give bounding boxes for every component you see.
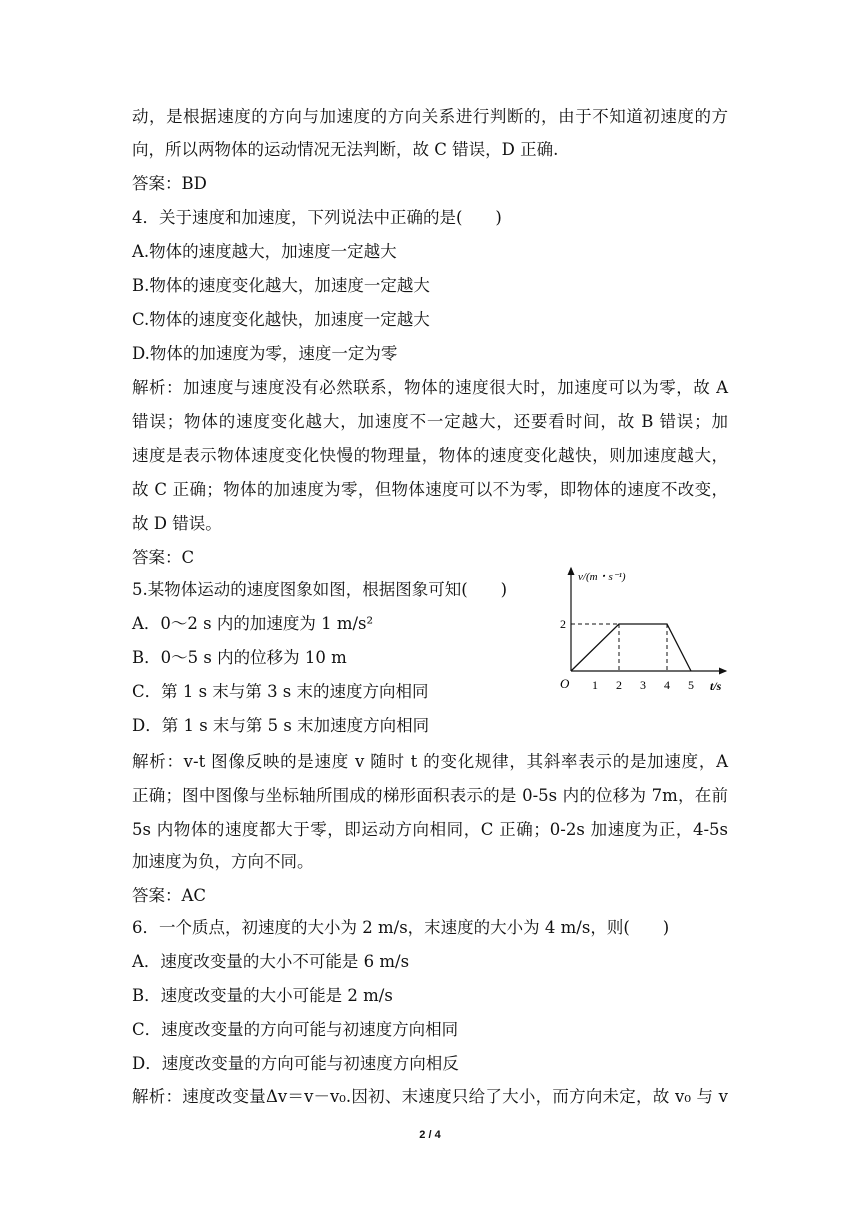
x-tick-label: 4 bbox=[664, 678, 670, 692]
text-line: 解析：加速度与速度没有必然联系，物体的速度很大时，加速度可以为零，故 A bbox=[132, 378, 728, 397]
text-line: 解析：v-t 图像反映的是速度 v 随时 t 的变化规律，其斜率表示的是加速度，A bbox=[132, 752, 728, 771]
text-line: A.物体的速度越大，加速度一定越大 bbox=[132, 242, 397, 261]
text-line: 正确；图中图像与坐标轴所围成的梯形面积表示的是 0-5s 内的位移为 7m，在前 bbox=[132, 786, 728, 805]
text-line: 答案：BD bbox=[132, 174, 207, 193]
text-line: 错误；物体的速度变化越大，加速度不一定越大，还要看时间，故 B 错误；加 bbox=[132, 412, 728, 431]
text-line: 6．一个质点，初速度的大小为 2 m/s，末速度的大小为 4 m/s，则( ) bbox=[132, 918, 670, 937]
velocity-time-graph bbox=[548, 562, 738, 694]
x-tick-label: 5 bbox=[688, 678, 694, 692]
text-line: 5s 内物体的速度都大于零，即运动方向相同，C 正确；0-2s 加速度为正，4-5s bbox=[132, 820, 728, 839]
origin-label: O bbox=[560, 676, 570, 691]
x-tick-label: 2 bbox=[616, 678, 622, 692]
x-tick-labels bbox=[592, 678, 694, 692]
y-tick-label: 2 bbox=[560, 617, 566, 631]
text-line: B.物体的速度变化越大，加速度一定越大 bbox=[132, 276, 430, 295]
text-line: 故 D 错误。 bbox=[132, 514, 222, 533]
text-line: D．第 1 s 末与第 5 s 末加速度方向相同 bbox=[132, 716, 430, 735]
text-line: D．速度改变量的方向可能与初速度方向相反 bbox=[132, 1054, 459, 1073]
text-line: B．速度改变量的大小可能是 2 m/s bbox=[132, 986, 393, 1005]
text-line: C.物体的速度变化越快，加速度一定越大 bbox=[132, 310, 430, 329]
x-tick-label: 1 bbox=[592, 678, 598, 692]
text-line: C．速度改变量的方向可能与初速度方向相同 bbox=[132, 1020, 459, 1039]
x-axis-label: t/s bbox=[710, 679, 722, 693]
page-number: 2 / 4 bbox=[419, 1129, 441, 1141]
y-axis-label: v/(m・s⁻¹) bbox=[578, 571, 626, 583]
velocity-line bbox=[571, 624, 691, 671]
text-line: A．速度改变量的大小不可能是 6 m/s bbox=[132, 952, 410, 971]
x-tick-label: 3 bbox=[640, 678, 646, 692]
dashed-guides bbox=[571, 624, 667, 671]
text-line: 5.某物体运动的速度图象如图，根据图象可知( ) bbox=[132, 580, 508, 599]
text-line: A．0～2 s 内的加速度为 1 m/s² bbox=[132, 614, 374, 633]
text-line: 4．关于速度和加速度，下列说法中正确的是( ) bbox=[132, 208, 502, 227]
text-line: 解析：速度改变量Δv＝v－v₀.因初、末速度只给了大小，而方向未定，故 v₀ 与 v bbox=[132, 1087, 728, 1106]
text-line: 向，所以两物体的运动情况无法判断，故 C 错误，D 正确. bbox=[132, 140, 559, 159]
text-line: 答案：C bbox=[132, 548, 195, 567]
text-line: 速度是表示物体速度变化快慢的物理量，物体的速度变化越快，则加速度越大， bbox=[132, 446, 728, 465]
text-line: B．0～5 s 内的位移为 10 m bbox=[132, 648, 347, 667]
text-line: 故 C 正确；物体的加速度为零，但物体速度可以不为零，即物体的速度不改变， bbox=[132, 480, 728, 499]
text-line: C．第 1 s 末与第 3 s 末的速度方向相同 bbox=[132, 682, 429, 701]
text-line: 动，是根据速度的方向与加速度的方向关系进行判断的，由于不知道初速度的方 bbox=[132, 107, 728, 126]
text-line: 答案：AC bbox=[132, 886, 207, 905]
text-line: 加速度为负，方向不同。 bbox=[132, 852, 314, 871]
text-line: D.物体的加速度为零，速度一定为零 bbox=[132, 344, 398, 363]
